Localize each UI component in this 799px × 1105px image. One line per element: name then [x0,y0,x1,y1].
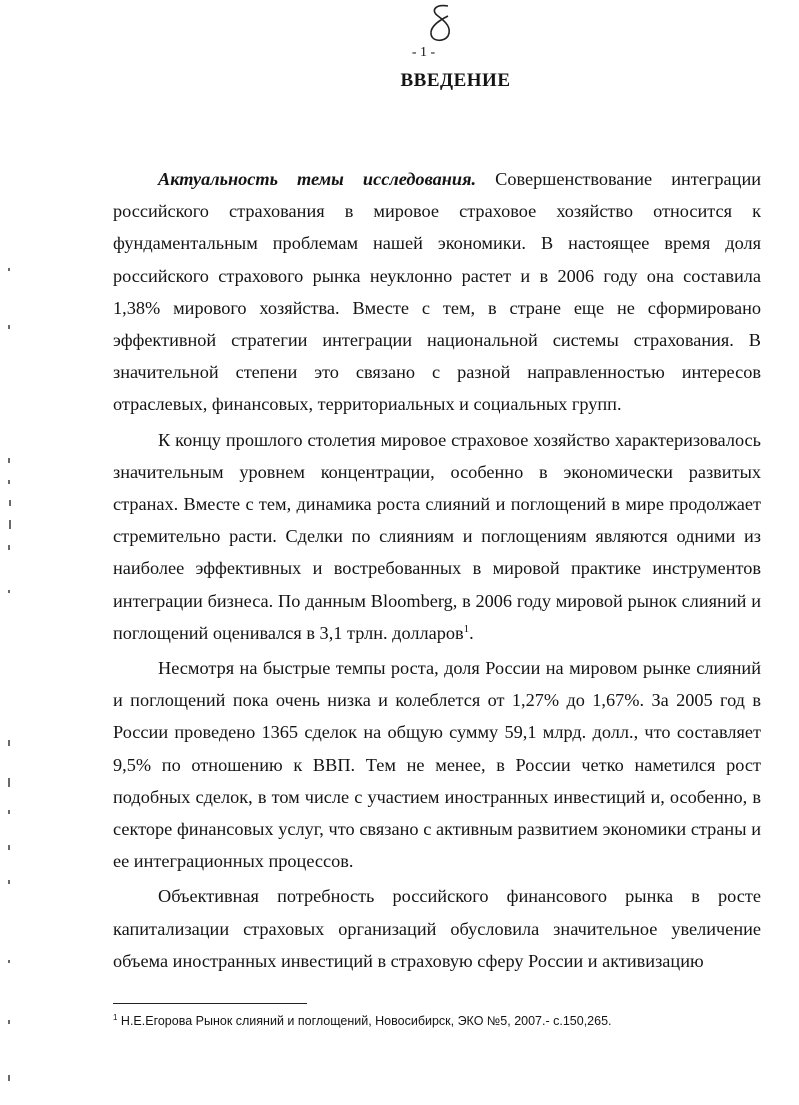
paragraph-1 [113,163,761,421]
footnote-divider [113,1003,307,1004]
paragraph-3 [113,652,761,877]
page-number: - 1 - [411,45,436,60]
paragraph-1-lead: Актуальность темы исследования. [158,169,477,189]
footnote [113,1014,761,1028]
paragraph-2-end: . [469,622,474,643]
page-title: ВВЕДЕНИЕ [400,70,511,91]
paragraph-4 [113,880,761,977]
paragraph-3-text: Несмотря на быстрые темпы роста, доля России на мировом рынке слияний и поглощений пока очень низка и колеблется от 1,27% до 1,67%. За 2005 год в России проведено 1365 сделок на общую сумму 59,1 млрд. долл., что составляет 9,5% по отношению к ВВП. Тем не менее, в России четко наметился рост подобных сделок, в том числе с участием иностранных инвестиций и, особенно, в секторе финансовых услуг, что связано с активным развитием экономики страны и ее интеграционных процессов. [113,658,761,872]
main-text [113,163,761,980]
paragraph-4-text: Объективная потребность российского финансового рынка в росте капитализации страховых организаций обусловила значительное увеличение объема иностранных инвестиций в страховую сферу России и активизацию [113,886,761,971]
scan-margin-marks [0,0,30,1105]
paragraph-2 [113,424,761,649]
handwritten-page-number [418,2,468,46]
footnote-reference: 1 [463,622,470,635]
paragraph-2-text: К концу прошлого столетия мировое страховое хозяйство характеризовалось значительным уровнем концентрации, особенно в экономически развитых странах. Вместе с тем, динамика роста слияний и поглощений в мире продолжает стремительно расти. Сделки по слияниям и поглощениям являются одними из наиболее эффективных и востребованных в мировой практике инструментов интеграции бизнеса. По данным Bloomberg, в 2006 году мировой рынок слияний и поглощений оценивался в 3,1 трлн. долларов [113,429,761,643]
footnote-text: Н.Е.Егорова Рынок слияний и поглощений, Новосибирск, ЭКО №5, 2007.- с.150,265. [117,1014,612,1028]
paragraph-1-text: Совершенствование интеграции российского страхования в мировое страховое хозяйство относится к фундаментальным проблемам нашей экономики. В настоящее время доля российского страхового рынка неуклонно растет и в 2006 году она составила 1,38% мирового хозяйства. Вместе с тем, в стране еще не сформировано эффективной стратегии интеграции национальной системы страхования. В значительной степени это связано с разной направленностью интересов отраслевых, финансовых, территориальных и социальных групп. [113,169,762,415]
footnote-marker: 1 [113,1012,118,1022]
